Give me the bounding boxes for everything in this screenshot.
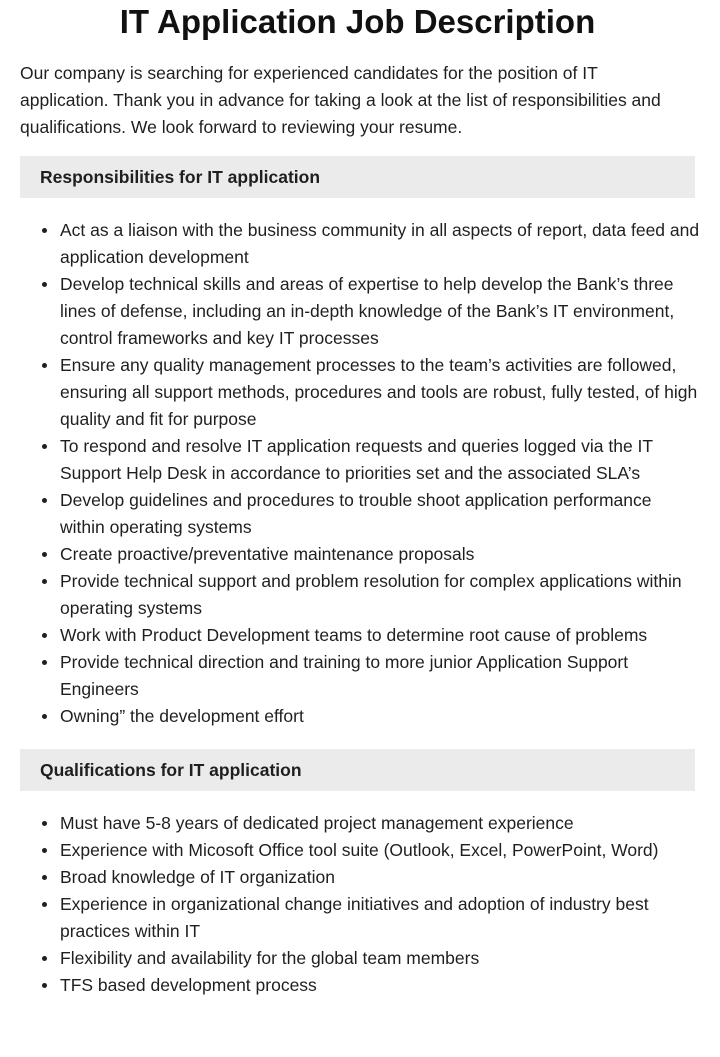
qualifications-list (60, 810, 700, 999)
list-item: Develop guidelines and procedures to trouble shoot application performance within operating systems (60, 487, 700, 541)
list-item: Provide technical direction and training to more junior Application Support Engineers (60, 649, 700, 703)
list-item: Provide technical support and problem resolution for complex applications within operating systems (60, 568, 700, 622)
list-item: Create proactive/preventative maintenance proposals (60, 541, 700, 568)
page-title: IT Application Job Description (119, 3, 596, 40)
responsibilities-list (60, 217, 700, 730)
list-item: Develop technical skills and areas of expertise to help develop the Bank’s three lines of defense, including an in-depth knowledge of the Bank’s IT environment, control frameworks and key IT processes (60, 271, 700, 352)
list-item: Must have 5-8 years of dedicated project management experience (60, 810, 700, 837)
list-item: Owning” the development effort (60, 703, 700, 730)
list-item: Flexibility and availability for the global team members (60, 945, 700, 972)
qualifications-heading: Qualifications for IT application (20, 749, 695, 791)
list-item: Experience with Micosoft Office tool suite (Outlook, Excel, PowerPoint, Word) (60, 837, 700, 864)
list-item: Work with Product Development teams to determine root cause of problems (60, 622, 700, 649)
intro-paragraph: Our company is searching for experienced candidates for the position of IT application. Thank you in advance for taking a look at the list of responsibilities and qualifications. We look forward to reviewing your resume. (20, 63, 661, 137)
responsibilities-heading: Responsibilities for IT application (20, 156, 695, 198)
list-item: Broad knowledge of IT organization (60, 864, 700, 891)
list-item: Act as a liaison with the business community in all aspects of report, data feed and application development (60, 217, 700, 271)
list-item: Experience in organizational change initiatives and adoption of industry best practices within IT (60, 891, 700, 945)
list-item: To respond and resolve IT application requests and queries logged via the IT Support Help Desk in accordance to priorities set and the associated SLA’s (60, 433, 700, 487)
list-item: TFS based development process (60, 972, 700, 999)
list-item: Ensure any quality management processes to the team’s activities are followed, ensuring all support methods, procedures and tools are robust, fully tested, of high quality and fit for purpose (60, 352, 700, 433)
